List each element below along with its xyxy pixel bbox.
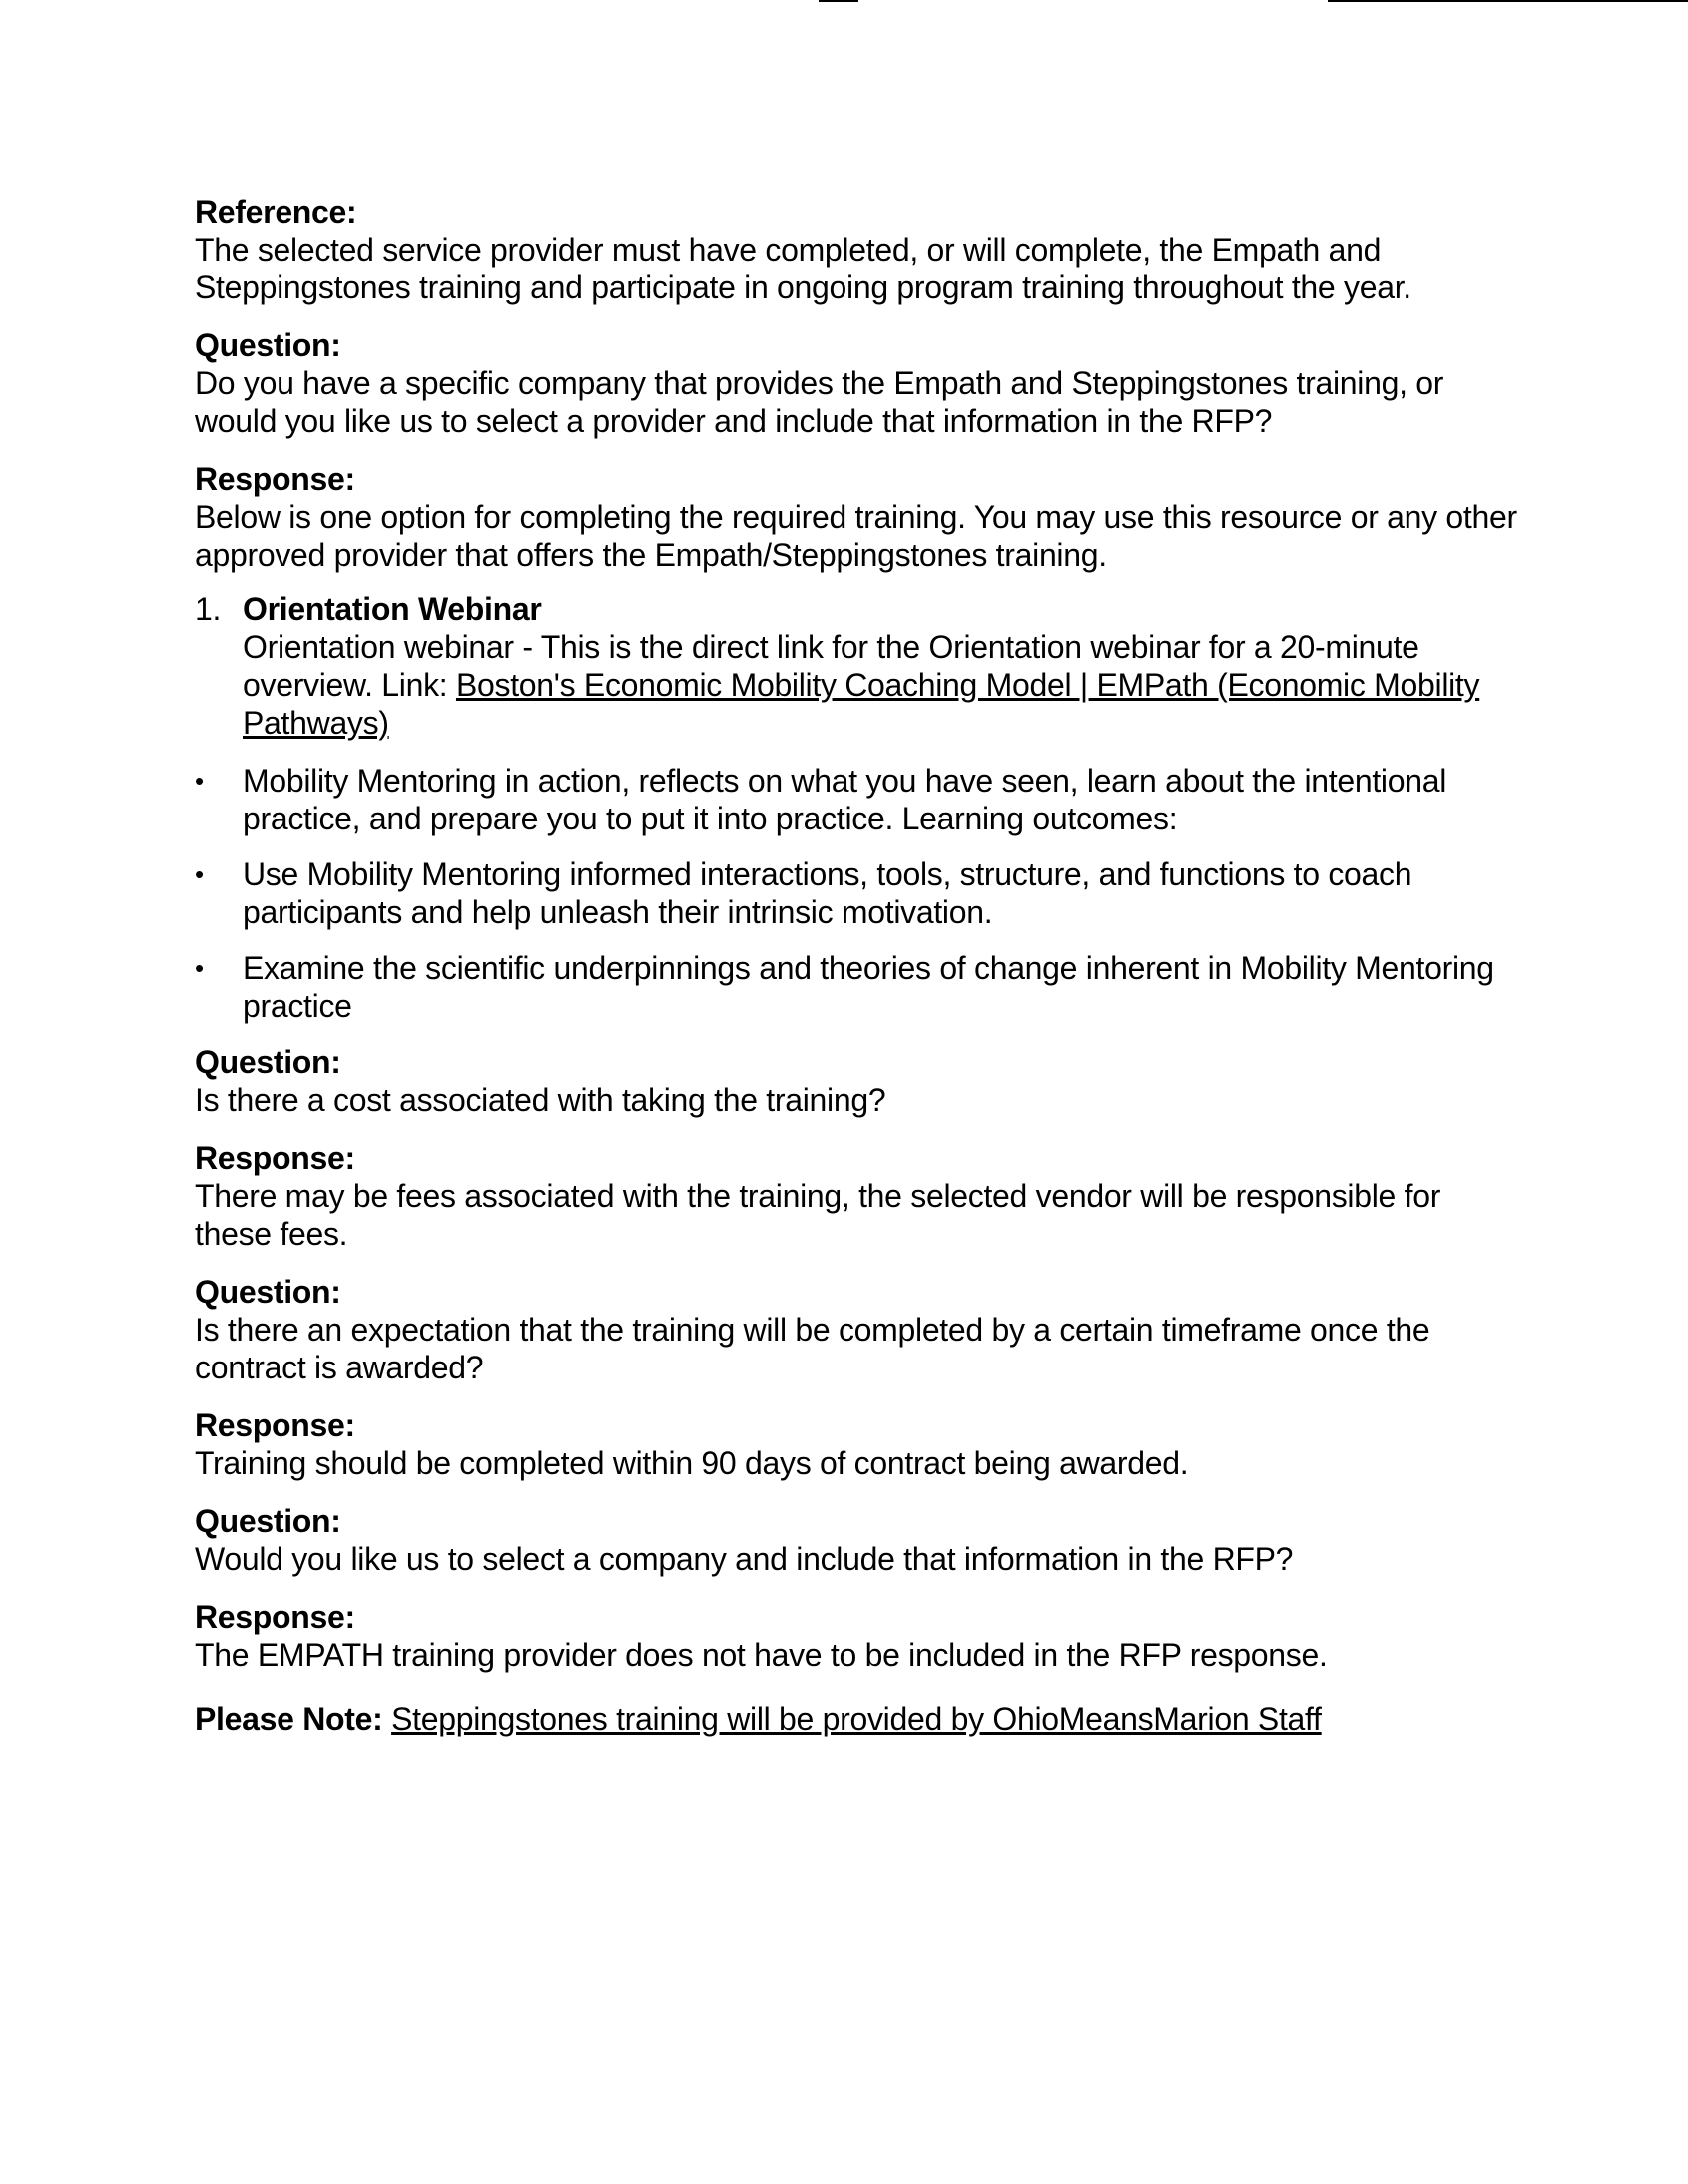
- numbered-item-content: [243, 590, 1522, 742]
- numbered-item-title: Orientation Webinar: [243, 591, 542, 627]
- section-heading: Reference:: [195, 194, 357, 230]
- question-section: [195, 326, 1522, 440]
- list-number: 1.: [195, 591, 222, 627]
- document-page: [195, 193, 1522, 1738]
- qa-section: [195, 1139, 1522, 1253]
- section-heading: Response:: [195, 1599, 355, 1635]
- section-heading: Question:: [195, 1274, 341, 1310]
- section-heading: Question:: [195, 327, 341, 363]
- numbered-item-text: Orientation webinar - This is the direct link for the Orientation webinar for a 20-minute overview. Link:: [243, 629, 1419, 703]
- bullet-item: [195, 855, 1522, 931]
- qa-section: [195, 1406, 1522, 1482]
- qa-section: [195, 1273, 1522, 1386]
- section-heading: Question:: [195, 1044, 341, 1080]
- section-text: Would you like us to select a company and include that information in the RFP?: [195, 1541, 1294, 1577]
- qa-section: [195, 1043, 1522, 1119]
- steppingstones-note-link[interactable]: Steppingstones training will be provided by OhioMeansMarion Staff: [391, 1701, 1322, 1737]
- qa-section: [195, 1502, 1522, 1578]
- bullet-text: Examine the scientific underpinnings and theories of change inherent in Mobility Mentoring practice: [243, 950, 1494, 1024]
- note-label: Please Note:: [195, 1701, 383, 1737]
- bullet-icon: •: [195, 953, 204, 983]
- bullet-icon: •: [195, 859, 204, 889]
- section-heading: Question:: [195, 1503, 341, 1539]
- bullet-text: Mobility Mentoring in action, reflects on what you have seen, learn about the intentional practice, and prepare you to put it into practice. Learning outcomes:: [243, 763, 1447, 836]
- response-section: [195, 460, 1522, 574]
- numbered-item-orientation-webinar: [195, 590, 1522, 742]
- scan-artifact-line: [819, 0, 858, 2]
- bullet-item: [195, 762, 1522, 837]
- section-text: The selected service provider must have completed, or will complete, the Empath and Steppingstones training and participate in ongoing program training throughout the year.: [195, 232, 1411, 305]
- bullet-text: Use Mobility Mentoring informed interactions, tools, structure, and functions to coach participants and help unleash their intrinsic motivation.: [243, 856, 1412, 930]
- section-text: Is there an expectation that the training will be completed by a certain timeframe once the contract is awarded?: [195, 1312, 1430, 1385]
- section-text: Training should be completed within 90 days of contract being awarded.: [195, 1445, 1189, 1481]
- section-heading: Response:: [195, 1407, 355, 1443]
- section-heading: Response:: [195, 1140, 355, 1176]
- please-note: [195, 1700, 1522, 1738]
- bullet-icon: •: [195, 766, 204, 796]
- qa-section: [195, 1598, 1522, 1674]
- section-text: The EMPATH training provider does not have to be included in the RFP response.: [195, 1637, 1328, 1673]
- bullet-item: [195, 949, 1522, 1025]
- section-text: There may be fees associated with the training, the selected vendor will be responsible for these fees.: [195, 1178, 1441, 1252]
- section-text: Is there a cost associated with taking the training?: [195, 1082, 886, 1118]
- reference-section: [195, 193, 1522, 306]
- empath-webinar-link[interactable]: Boston's Economic Mobility Coaching Model | EMPath (Economic Mobility Pathways): [243, 667, 1480, 741]
- section-heading: Response:: [195, 461, 355, 497]
- scan-artifact-line: [1328, 0, 1688, 2]
- section-text: Do you have a specific company that provides the Empath and Steppingstones training, or would you like us to select a provider and include that information in the RFP?: [195, 365, 1444, 439]
- section-text: Below is one option for completing the required training. You may use this resource or any other approved provider that offers the Empath/Steppingstones training.: [195, 499, 1517, 573]
